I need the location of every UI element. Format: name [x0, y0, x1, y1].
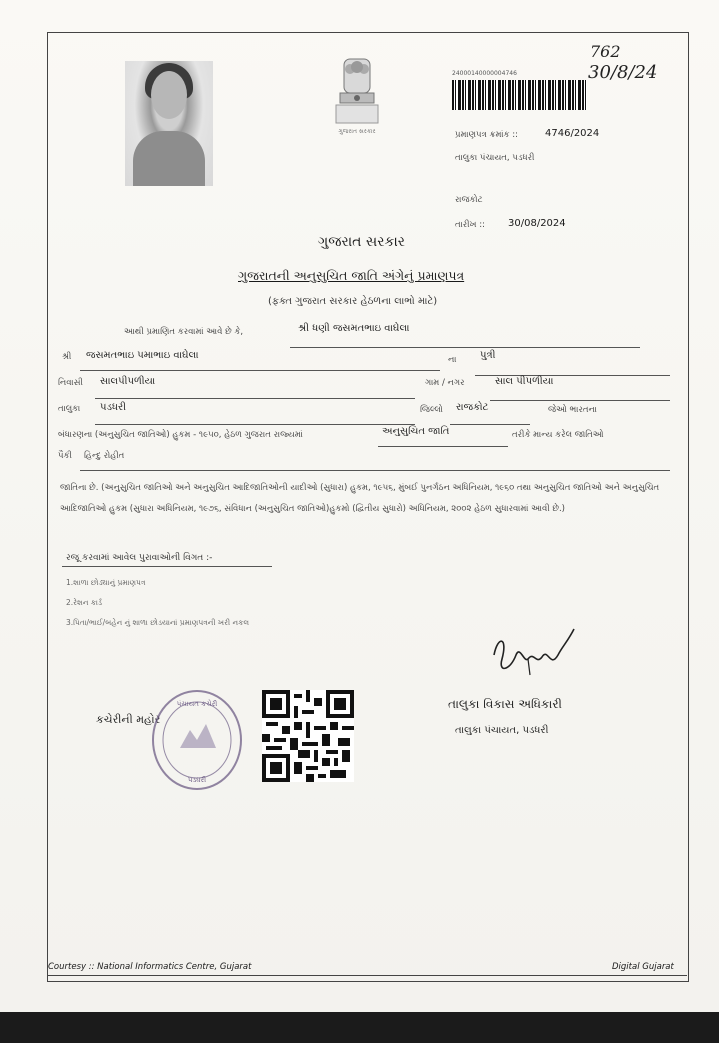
government-title: ગુજરાત સરકાર: [318, 234, 405, 250]
barcode-label: 24000140000004746: [452, 70, 517, 77]
issue-date: 30/08/2024: [508, 218, 566, 229]
cert-no-label: પ્રમાણપત્ર ક્રમાંક ::: [455, 130, 518, 140]
certify-label: આથી પ્રમાણિત કરવામાં આવે છે કે,: [124, 327, 244, 337]
taluka: પડધરી: [100, 402, 127, 413]
shri-label: શ્રી: [62, 352, 72, 362]
applicant-photo: [125, 61, 213, 186]
cert-no: 4746/2024: [545, 128, 600, 139]
signatory-office: તાલુકા પંચાયત, પડધરી: [455, 725, 549, 736]
certificate-title: ગુજરાતની અનુસુચિત જાતિ અંગેનું પ્રમાણપત્ર: [238, 268, 465, 283]
barcode: [452, 80, 587, 110]
handwritten-date: 30/8/24: [588, 62, 658, 83]
evidence-item: 1.શાળા છોડ્યાનું પ્રમાણપત્ર: [66, 578, 146, 587]
village: સાલપીપળીયા: [100, 376, 156, 387]
taluka-label: તાલુકા: [58, 404, 81, 414]
gam: સાલ પીપળીયા: [495, 376, 554, 387]
certificate-note: (ફક્ત ગુજરાત સરકાર હેઠળના લાભો માટે): [268, 296, 438, 307]
caste-type: અનુસુચિત જાતિ: [382, 426, 450, 437]
handwritten-number: 762: [590, 42, 621, 61]
evidence-item: 2.રેશન કાર્ડ: [66, 598, 103, 607]
footer-brand: Digital Gujarat: [612, 962, 674, 972]
seal-text-bottom: પડધરી: [187, 776, 207, 784]
recognized-text: તરીકે માન્ય કરેલ જાતિઓ: [512, 430, 604, 440]
date-label: તારીખ ::: [455, 220, 485, 230]
father-name: જસમતભાઇ પમાભાઇ વાઘેલા: [86, 350, 199, 361]
evidence-heading: રજૂ કરવામાં આવેલ પુરાવાઓની વિગત :-: [66, 553, 213, 563]
officer-signature: [488, 625, 578, 685]
na-label: ના: [448, 355, 457, 365]
state-emblem-icon: [330, 55, 384, 135]
caste: હિન્દુ રોહીત: [84, 451, 125, 461]
emblem-caption: ગુજરાત સરકાર: [338, 128, 376, 135]
office-seal: [150, 688, 244, 792]
seal-text-top: પંચાયત કચેરી: [176, 700, 218, 708]
legal-paragraph: જાતિના છે. (અનુસુચિત જાતિઓ અને અનુસુચિત આદિજાતિઓની યાદીઓ (સુધારા) હુકમ, ૧૯૫૬, મુંબઈ પુનર્ગઠન અધિનિયમ, ૧૯૬૦ તથા અનુસુચિત જાતિઓ અને અનુસુચિત આદિજાતિઓ હુકમ (સુધારા અધિનિયમ, ૧૯૭૬, સંવિધાન (અનુસુચિત જાતિઓ)હુકમો (દ્વિતીય સુધારો) અધિનિયમ, ૨૦૦૨ હેઠળ સુધારવામાં આવી છે.): [60, 483, 660, 514]
dark-edge: [0, 1012, 719, 1043]
issue-place: રાજકોટ: [455, 195, 483, 205]
footer-courtesy: Courtesy :: National Informatics Centre, Gujarat: [48, 962, 252, 972]
relation: પુત્રી: [480, 350, 496, 361]
seal-label: કચેરીની મહોર: [96, 713, 161, 726]
state-suffix: જેઓ ભારતના: [548, 405, 597, 415]
caste-label: પૈકી: [58, 451, 72, 461]
district-label: જિલ્લો: [420, 405, 443, 415]
gam-label: ગામ / નગર: [425, 378, 465, 388]
district: રાજકોટ: [456, 402, 489, 413]
village-label: નિવાસી: [58, 378, 83, 388]
qr-code: [262, 690, 354, 782]
evidence-item: 3.પિતા/ભાઈ/બહેન નું શાળા છોડયાનાં પ્રમાણપત્રની ખરી નકલ: [66, 618, 250, 627]
signatory-title: તાલુકા વિકાસ અધિકારી: [448, 697, 562, 711]
issuing-office: તાલુકા પંચાયત, પડધરી: [455, 153, 535, 163]
order-text: બંધારણના (અનુસુચિત જાતિઓ) હુકમ - ૧૯૫૦, હેઠળ ગુજરાત રાજ્યમાં: [58, 430, 303, 440]
holder-name: શ્રી ધણી જસમતભાઇ વાઘેલા: [298, 323, 410, 334]
